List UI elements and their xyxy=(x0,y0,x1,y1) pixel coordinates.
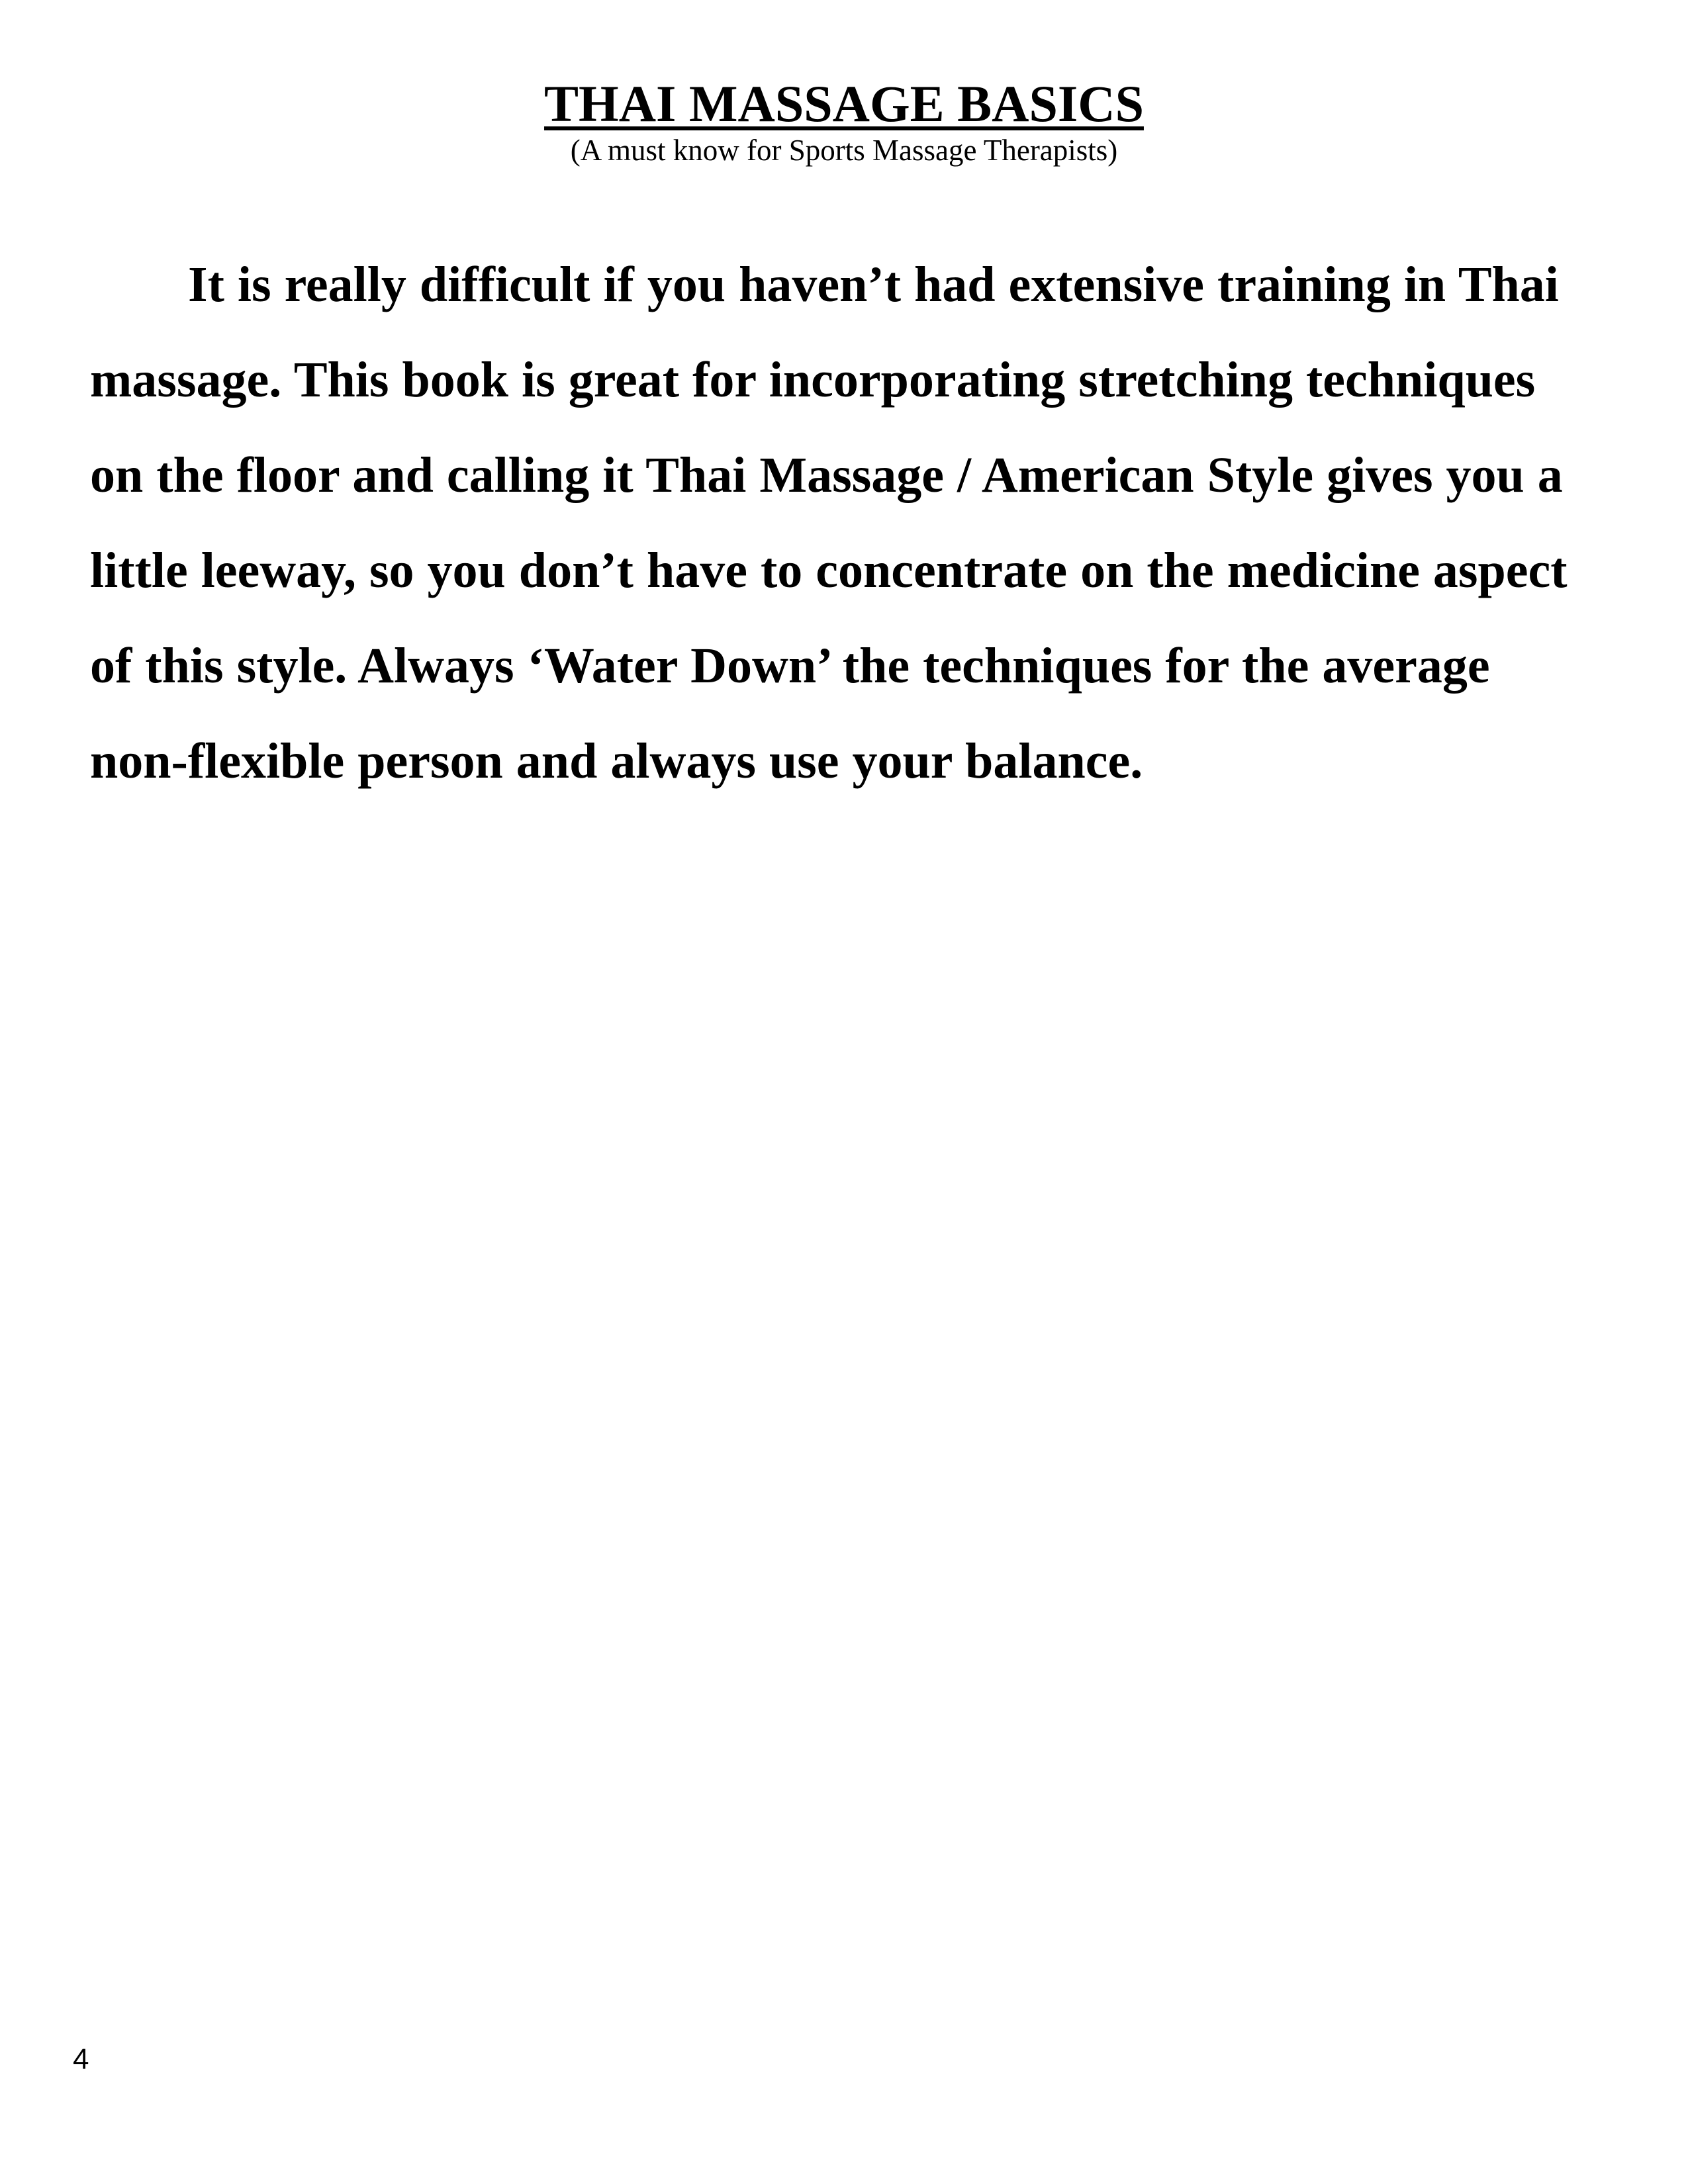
page-header xyxy=(0,75,1688,167)
page-number: 4 xyxy=(73,2043,89,2075)
page-title: THAI MASSAGE BASICS xyxy=(544,75,1144,132)
page-subtitle: (A must know for Sports Massage Therapists) xyxy=(570,134,1118,167)
body-paragraph: It is really difficult if you haven’t had extensive training in Thai massage. This book is great for incorporating stretching techniques on the floor and calling it Thai Massage / American Style gives you a little leeway, so you don’t have to concentrate on the medicine aspect of this style. Always ‘Water Down’ the techniques for the average non-flexible person and always use your balance. xyxy=(90,257,1568,789)
